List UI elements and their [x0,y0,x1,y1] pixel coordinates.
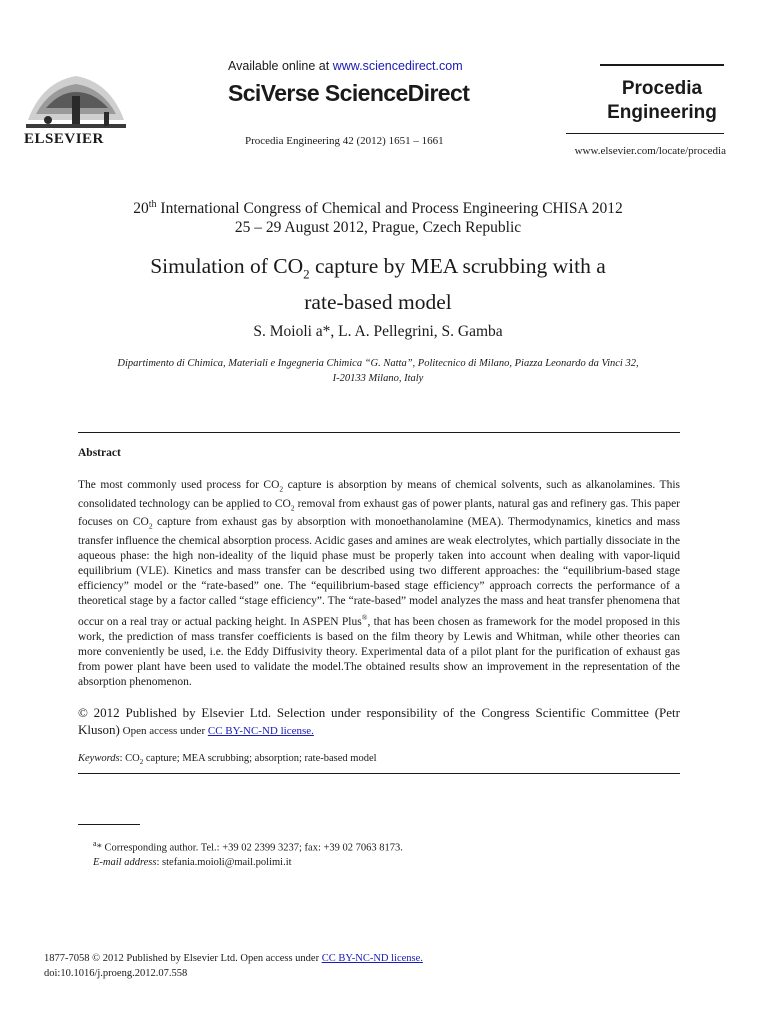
copyright-main: © 2012 Published by Elsevier Ltd. Selection under responsibility of the Congress Scientific Committee (Petr Kluson) [78,705,680,737]
registered-mark: ® [361,612,368,622]
abstract-sub-3: 2 [148,521,153,531]
sciencedirect-link[interactable]: www.sciencedirect.com [332,59,463,73]
abstract-body [78,478,680,690]
authors: S. Moioli a*, L. A. Pellegrini, S. Gamba [253,323,503,340]
publisher-name: ELSEVIER [24,131,104,147]
corresponding-author-note [93,839,403,854]
journal-name-bottom-rule [566,133,724,134]
title-part2: capture by MEA scrubbing with a [309,254,606,278]
available-online-label: Available online at [228,59,333,73]
abstract-text-1: The most commonly used process for CO [78,479,280,491]
email-label: E-mail address [93,857,157,868]
license-link[interactable]: CC BY-NC-ND license. [207,724,314,737]
title-line2: rate-based model [304,290,452,315]
title-subscript: 2 [303,266,310,282]
email-value: : stefania.moioli@mail.polimi.it [156,857,292,868]
congress-line2: 25 – 29 August 2012, Prague, Czech Republic [234,219,522,237]
email-note [93,857,292,868]
footnote-rule [78,824,140,825]
journal-name [600,77,724,125]
abstract-heading: Abstract [78,447,121,459]
congress-line1 [60,195,696,218]
keywords-label: Keywords [78,753,120,764]
paper-title [60,252,696,316]
journal-name-line2: Engineering [607,102,717,123]
title-line1 [60,252,696,288]
abstract-bottom-rule [78,773,680,774]
journal-url-link[interactable]: www.elsevier.com/locate/procedia [574,145,726,157]
sciverse-brand: SciVerse ScienceDirect [228,80,470,106]
title-part1: Simulation of CO [150,254,304,278]
abstract-top-rule [78,432,680,433]
abstract-sub-1: 2 [279,484,284,494]
keywords-subscript: 2 [139,758,144,767]
footnote-marker: a [93,839,97,848]
journal-name-top-rule [600,64,724,66]
congress-info [60,195,696,237]
abstract-sub-2: 2 [290,502,295,512]
copyright-statement [78,705,680,739]
issn-copyright-text: 1877-7058 © 2012 Published by Elsevier Ltd. Open access under [44,953,322,964]
keywords-text-2: capture; MEA scrubbing; absorption; rate-based model [143,753,377,764]
abstract-text-2: capture is absorption by means of chemical solvents, such as alkanolamines. This consolidated technology can be applied to CO [78,479,680,510]
congress-ordinal: 20 [133,200,149,218]
abstract-text-5: , that has been chosen as framework for the model proposed in this work, the prediction of mass transfer coefficients is based on the film theory by Lewis and Whitman, while other theories can more conveniently be used, i.e. the Eddy Diffusivity theory. Experimental data of a pilot plant for the purification of exhaust gas from power plant have been used to validate the model.The obtained results show an improvement in the representation of the absorption phenomenon. [78,615,681,689]
affiliation-line1: Dipartimento di Chimica, Materiali e Ingegneria Chimica “G. Natta”, Politecnico di Milano, Piazza Leonardo da Vinci 32, [117,358,639,369]
abstract-text-3: removal from exhaust gas of power plants, natural gas and refinery gas. This paper focuses on CO [78,497,680,528]
affiliation [80,356,676,386]
keywords [78,753,680,766]
journal-name-line1: Procedia [621,78,703,99]
available-online-line [228,59,463,73]
corresponding-author-text: * Corresponding author. Tel.: +39 02 2399 3237; fax: +39 02 7063 8173. [96,842,403,854]
doi: doi:10.1016/j.proeng.2012.07.558 [44,968,188,979]
bottom-license-link[interactable]: CC BY-NC-ND license. [321,953,423,964]
congress-ordinal-suffix: th [148,199,157,210]
journal-reference: Procedia Engineering 42 (2012) 1651 – 1661 [245,135,444,147]
open-access-label: Open access under [119,724,208,737]
congress-name: International Congress of Chemical and Process Engineering CHISA 2012 [156,200,623,218]
issn-copyright-line [44,953,423,964]
keywords-text-1: : CO [119,753,140,764]
abstract-text-4: capture from exhaust gas by absorption with monoethanolamine (MEA). Thermodynamics, kinetics and mass transfer influence the chemical absorption process. Acidic gases and amines are weak electrolytes, which partially dissociate in the aqueous phase: the high non-ideality of the liquid phase must be properly taken into account when dealing with vapor-liquid equilibrium (VLE). Kinetics and mass transfer can be described using two different approaches: the “equilibrium-based stage efficiency” model or the “rate-based” one. The “equilibrium-based stage efficiency” approach corrects the performance of a theoretical stage by a factor called “stage efficiency”. The “rate-based” model analyzes the mass and heat transfer phenomena that occur on a real tray or actual packing height. In ASPEN Plus [78,516,680,628]
affiliation-line2: I-20133 Milano, Italy [332,373,424,384]
